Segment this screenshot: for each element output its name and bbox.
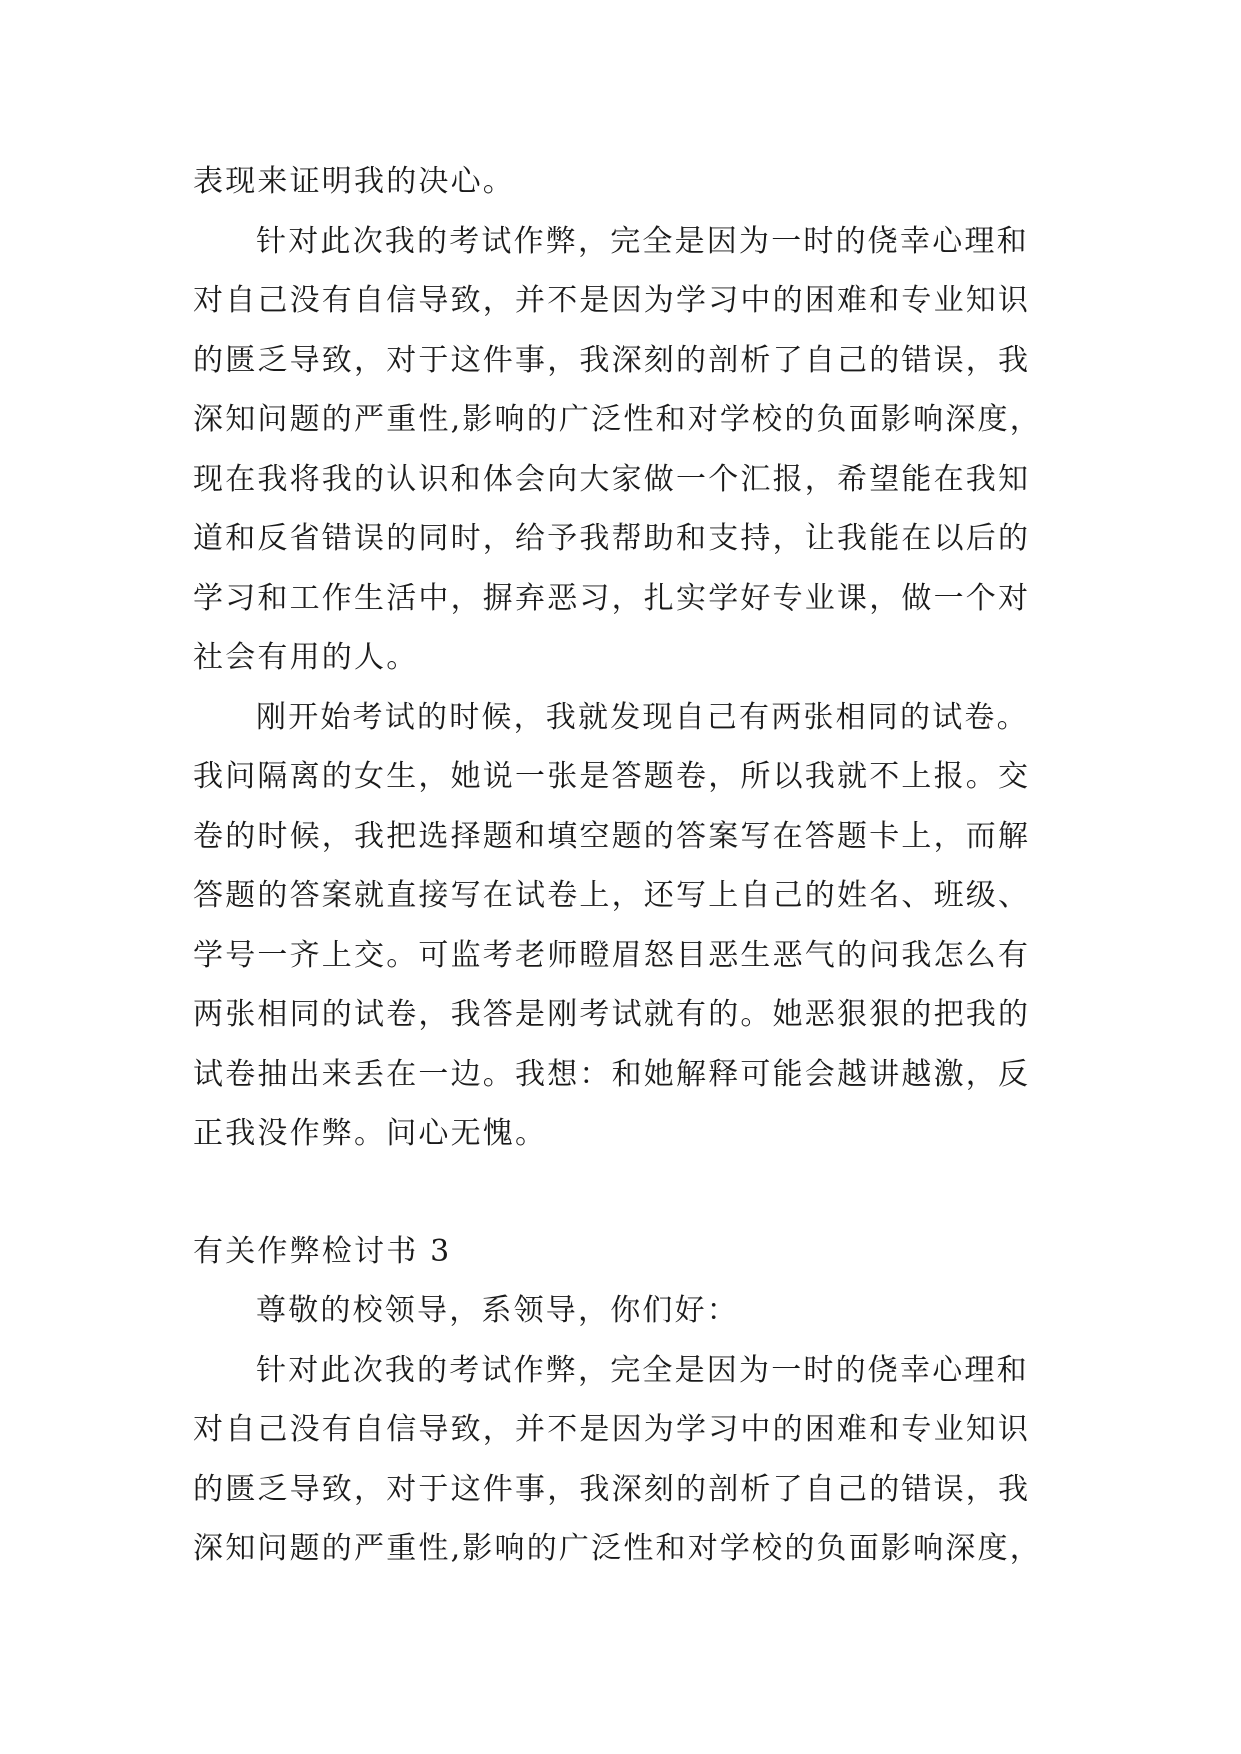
salutation-line: 尊敬的校领导，系领导，你们好： — [256, 1293, 739, 1328]
text-line: 两张相同的试卷，我答是刚考试就有的。她恶狠狠的把我的 — [193, 997, 1031, 1032]
text-line: 深知问题的严重性,影响的广泛性和对学校的负面影响深度， — [193, 402, 1042, 437]
text-line: 我问隔离的女生，她说一张是答题卷，所以我就不上报。交 — [193, 759, 1031, 794]
text-line: 的匮乏导致，对于这件事，我深刻的剖析了自己的错误，我 — [193, 342, 1031, 378]
text-line: 表现来证明我的决心。 — [193, 164, 515, 199]
text-line: 正我没作弊。问心无愧。 — [193, 1116, 548, 1151]
text-line: 试卷抽出来丢在一边。我想：和她解释可能会越讲越激，反 — [193, 1056, 1031, 1092]
text-line: 道和反省错误的同时，给予我帮助和支持，让我能在以后的 — [193, 521, 1031, 556]
section-title: 有关作弊检讨书 3 — [193, 1233, 452, 1269]
text-line: 答题的答案就直接写在试卷上，还写上自己的姓名、班级、 — [193, 878, 1031, 913]
text-line: 对自己没有自信导致，并不是因为学习中的困难和专业知识 — [193, 1412, 1031, 1447]
document-body — [193, 152, 1073, 1579]
text-line: 学号一齐上交。可监考老师瞪眉怒目恶生恶气的问我怎么有 — [193, 937, 1031, 973]
text-line: 深知问题的严重性,影响的广泛性和对学校的负面影响深度， — [193, 1531, 1042, 1566]
text-line: 学习和工作生活中，摒弃恶习，扎实学好专业课，做一个对 — [193, 580, 1031, 616]
section-gap — [193, 1164, 1073, 1222]
text-line: 社会有用的人。 — [193, 640, 419, 675]
paragraph-start-line: 针对此次我的考试作弊，完全是因为一时的侥幸心理和 — [256, 223, 1029, 259]
text-line: 卷的时候，我把选择题和填空题的答案写在答题卡上，而解 — [193, 818, 1031, 854]
text-line: 现在我将我的认识和体会向大家做一个汇报，希望能在我知 — [193, 461, 1031, 497]
text-line: 的匮乏导致，对于这件事，我深刻的剖析了自己的错误，我 — [193, 1471, 1031, 1507]
paragraph-start-line: 针对此次我的考试作弊，完全是因为一时的侥幸心理和 — [256, 1352, 1029, 1388]
text-line: 对自己没有自信导致，并不是因为学习中的困难和专业知识 — [193, 283, 1031, 318]
paragraph-start-line: 刚开始考试的时候，我就发现自己有两张相同的试卷。 — [256, 699, 1029, 735]
